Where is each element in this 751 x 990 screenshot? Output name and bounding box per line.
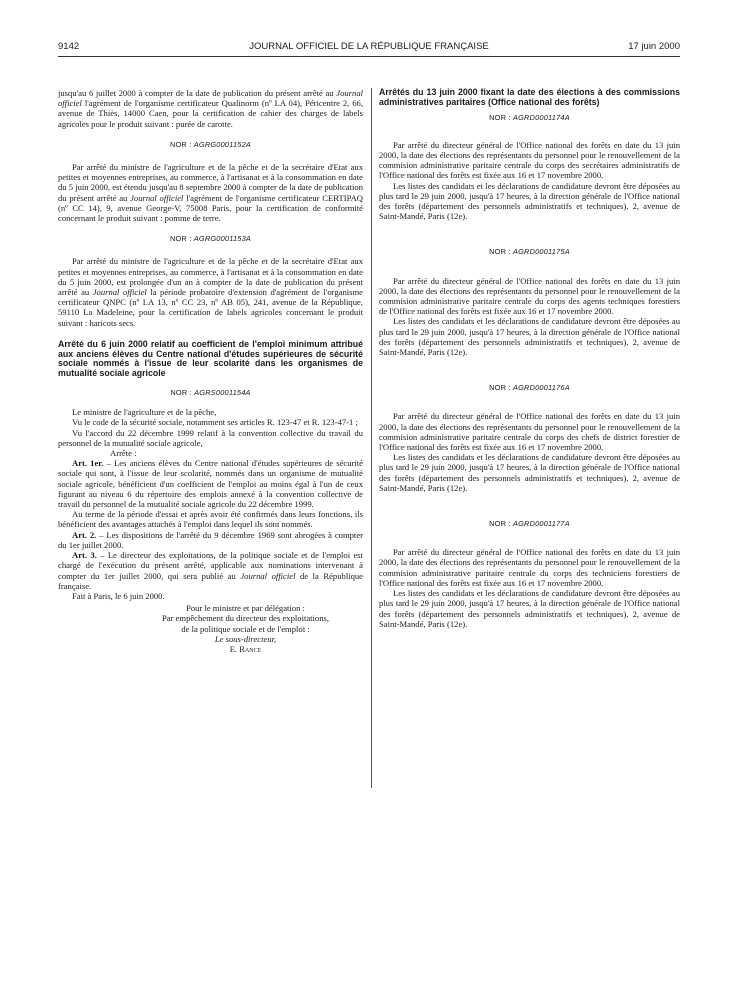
text-run: Par arrêté du ministre de l'agriculture et de la pêche et de la secrétaire d'Etat aux petites et moyennes entreprises, au commerce, à l'artisanat et à la consommation en date du 5 juin 2000, est prolongée d'un an à compter de la date de publication du présent arrêté au: [58, 256, 363, 298]
text-run: jusqu'au 6 juillet 2000 à compter de la date de publication du présent arrêté au: [58, 88, 337, 98]
text-run: de la République française.: [58, 570, 364, 591]
text-run: l'agrément de l'organisme certificateur Qualinorm (nº LA 04), Péricentre 2, 66, avenue de Thiès, 14000 Caen, pour la certification de cahier des charges de labels agricoles pour le produit suivant : purée de carotte.: [58, 98, 363, 129]
decree-block: [379, 519, 680, 629]
signatory-title: Le sous-directeur,: [214, 633, 277, 644]
minister-intro: Le ministre de l'agriculture et de la pêche,: [72, 407, 217, 418]
text-run: – Le directeur des exploitations, de la politique sociale et de l'emploi est chargé de l'exécution du présent arrêté, applicable aux nominations intervenant à compter du 1er juillet 2000, qui sera publié au: [58, 550, 364, 581]
visa-2: Vu l'accord du 22 décembre 1999 relatif à la convention collective du travail du personnel de la mutualité sociale agricole,: [58, 427, 363, 448]
decree-block: [379, 113, 680, 222]
paragraph-qnpc: [58, 256, 363, 327]
signature-line: Par empêchement du directeur des exploitations,: [161, 613, 330, 624]
nor-label: NOR :: [169, 234, 194, 244]
journal-officiel-ref: Journal officiel: [240, 570, 296, 581]
article-label: Art. 3.: [72, 550, 97, 561]
nor-label: NOR :: [169, 139, 194, 149]
elections-title: Arrêtés du 13 juin 2000 fixant la date des élections à des commissions administratives paritaires (Office national des forêts): [379, 87, 680, 107]
signature-line: de la politique sociale et de l'emploi :: [181, 623, 310, 634]
nor-code: AGRS0001154A: [194, 388, 251, 398]
left-column: [58, 88, 363, 654]
nor-label: NOR :: [489, 383, 513, 393]
article-1-continued: Au terme de la période d'essai et après avoir été confirmés dans leurs fonctions, ils bénéficient des avantages attachés à l'emploi dans lequel ils sont nommés.: [58, 509, 363, 530]
candidature-paragraph: Les listes des candidats et les déclarations de candidature devront être déposées au plus tard le 29 juin 2000, jusqu'à 17 heures, à la direction générale de l'Office national des forêts (département des personnels administratifs et techniques), 2, avenue de Saint-Mandé, Paris (12e).: [379, 588, 680, 629]
nor-reference: [379, 519, 680, 529]
header-rule: [58, 56, 680, 57]
paragraph-certipaq: [58, 162, 363, 223]
candidature-paragraph: Les listes des candidats et les déclarations de candidature devront être déposées au plus tard le 29 juin 2000, jusqu'à 17 heures, à la direction générale de l'Office national des forêts (département des personnels administratifs et techniques), 2, avenue de Saint-Mandé, Paris (12e).: [379, 452, 680, 493]
fait-a-paris: Fait à Paris, le 6 juin 2000.: [72, 590, 165, 601]
decree-paragraph: Par arrêté du directeur général de l'Office national des forêts en date du 13 juin 2000, la date des élections des représentants du personnel pour le renouvellement de la commision administrative paritaire centrale du corps des chefs de district forestier de l'Office national des forêts est fixée aux 16 et 17 novembre 2000.: [379, 411, 680, 453]
nor-reference: [58, 234, 363, 244]
page-header: [58, 41, 680, 55]
text-run: – Les anciens élèves du Centre national d'études supérieures de sécurité sociale qui sont, à l'issue de leur scolarité, nommés dans un organisme de mutualité sociale agricole, bénéficient d'un coefficient de l'emploi au moins égal à l'un de ceux figurant au niveau 6 du répertoire des emplois annexé à la convention collective de travail du personnel de la mutualité sociale agricole du 22 décembre 1999.: [58, 458, 363, 510]
column-divider: [371, 88, 372, 788]
nor-label: NOR :: [489, 247, 513, 257]
decree-paragraph: Par arrêté du directeur général de l'Office national des forêts en date du 13 juin 2000, la date des élections des représentants du personnel pour le renouvellement de la commision administrative paritaire centrale du corps des secrétaires administratifs de l'Office national des forêts est fixée aux 16 et 17 novembre 2000.: [379, 139, 680, 181]
decree-paragraph: Par arrêté du directeur général de l'Office national des forêts en date du 13 juin 2000, la date des élections des représentants du personnel pour le renouvellement de la commision administrative paritaire centrale du corps des techniciens forestiers de l'Office national des forêts est fixée aux 16 et 17 novembre 2000.: [379, 547, 680, 588]
page-number: 9142: [58, 41, 80, 52]
candidature-paragraph: Les listes des candidats et les déclarations de candidature devront être déposées au plus tard le 29 juin 2000, jusqu'à 17 heures, à la direction générale de l'Office national des forêts (département des personnels administratifs et techniques), 2, avenue de Saint-Mandé, Paris (12e).: [379, 316, 680, 358]
signature-block: [58, 603, 363, 654]
nor-code: AGRD0001177A: [512, 519, 570, 529]
nor-label: NOR :: [489, 519, 513, 529]
article-3: [58, 550, 363, 591]
nor-reference: [58, 388, 363, 398]
arrete-heading: Arrête :: [110, 448, 137, 459]
text-run: l'agrément de l'organisme certificateur CERTIPAQ (nº CC 14), 9, avenue George-V, 75008 Paris, pour la certification de conformité concernant le produit suivant : pomme de terre.: [58, 192, 363, 224]
nor-code: AGRD0001176A: [512, 383, 570, 393]
article-label: Art. 2.: [72, 529, 97, 540]
decree-paragraph: Par arrêté du directeur général de l'Office national des forêts en date du 13 juin 2000, la date des élections des représentants du personnel pour le renouvellement de la commision administrative paritaire centrale du corps des agents techniques forestiers de l'Office national des forêts est fixée aux 16 et 17 novembre 2000.: [379, 275, 680, 317]
nor-label: NOR :: [489, 112, 513, 122]
nor-reference: [379, 247, 680, 257]
nor-code: AGRG0001152A: [193, 139, 252, 149]
nor-code: AGRG0001153A: [193, 234, 252, 244]
signature-line: Pour le ministre et par délégation :: [186, 603, 305, 614]
nor-code: AGRD0001174A: [512, 112, 570, 122]
text-run: – Les dispositions de l'arrêté du 9 décembre 1969 sont abrogées à compter du 1er juillet 2000.: [58, 529, 363, 550]
decree-block: [379, 247, 680, 357]
text-run: la période probatoire d'extension d'agrément de l'organisme certificateur QNPC (nº LA 13, nº CC 23, nº AB 05), 241, avenue de la République, 59110 La Madeleine, pour la certification de labels agricoles concernant le produit suivant : haricots secs.: [58, 287, 363, 328]
decree-title: Arrêté du 6 juin 2000 relatif au coefficient de l'emploi minimum attribué aux anciens élèves du Centre national d'études supérieures de sécurité sociale nommés à l'issue de leur scolarité dans les organismes de mutualité sociale agricole: [58, 338, 363, 379]
right-column: [379, 88, 680, 629]
paragraph-qualinorm: [58, 88, 363, 129]
text-run: Par arrêté du ministre de l'agriculture et de la pêche et de la secrétaire d'Etat aux petites et moyennes entreprises, au commerce, à l'artisanat et à la consommation en date du 5 juin 2000, est étendu jusqu'au 8 septembre 2000 à compter de la date de publication du présent arrêté au: [58, 162, 363, 203]
article-2: [58, 530, 363, 550]
journal-officiel-ref: Journal officiel: [130, 192, 184, 203]
nor-reference: [58, 140, 363, 150]
nor-reference: [379, 113, 680, 123]
article-1: [58, 458, 363, 509]
article-label: Art. 1er.: [72, 458, 104, 469]
signatory-name: E. Rance: [229, 643, 262, 654]
visa-1: Vu le code de la sécurité sociale, notamment ses articles R. 123-47 et R. 123-47-1 ;: [72, 417, 358, 428]
journal-officiel-ref: Journal officiel: [92, 287, 147, 298]
decree-block: [379, 383, 680, 493]
nor-reference: [379, 383, 680, 393]
journal-title: JOURNAL OFFICIEL DE LA RÉPUBLIQUE FRANÇAISE: [249, 41, 489, 52]
nor-label: NOR :: [170, 388, 195, 398]
candidature-paragraph: Les listes des candidats et les déclarations de candidature devront être déposées au plus tard le 29 juin 2000, jusqu'à 17 heures, à la direction générale de l'Office national des forêts (département des personnels administratifs et techniques), 2, avenue de Saint-Mandé, Paris (12e).: [379, 180, 680, 222]
nor-code: AGRD0001175A: [512, 247, 570, 257]
issue-date: 17 juin 2000: [628, 41, 680, 52]
journal-officiel-ref: Journal officiel: [58, 88, 363, 109]
